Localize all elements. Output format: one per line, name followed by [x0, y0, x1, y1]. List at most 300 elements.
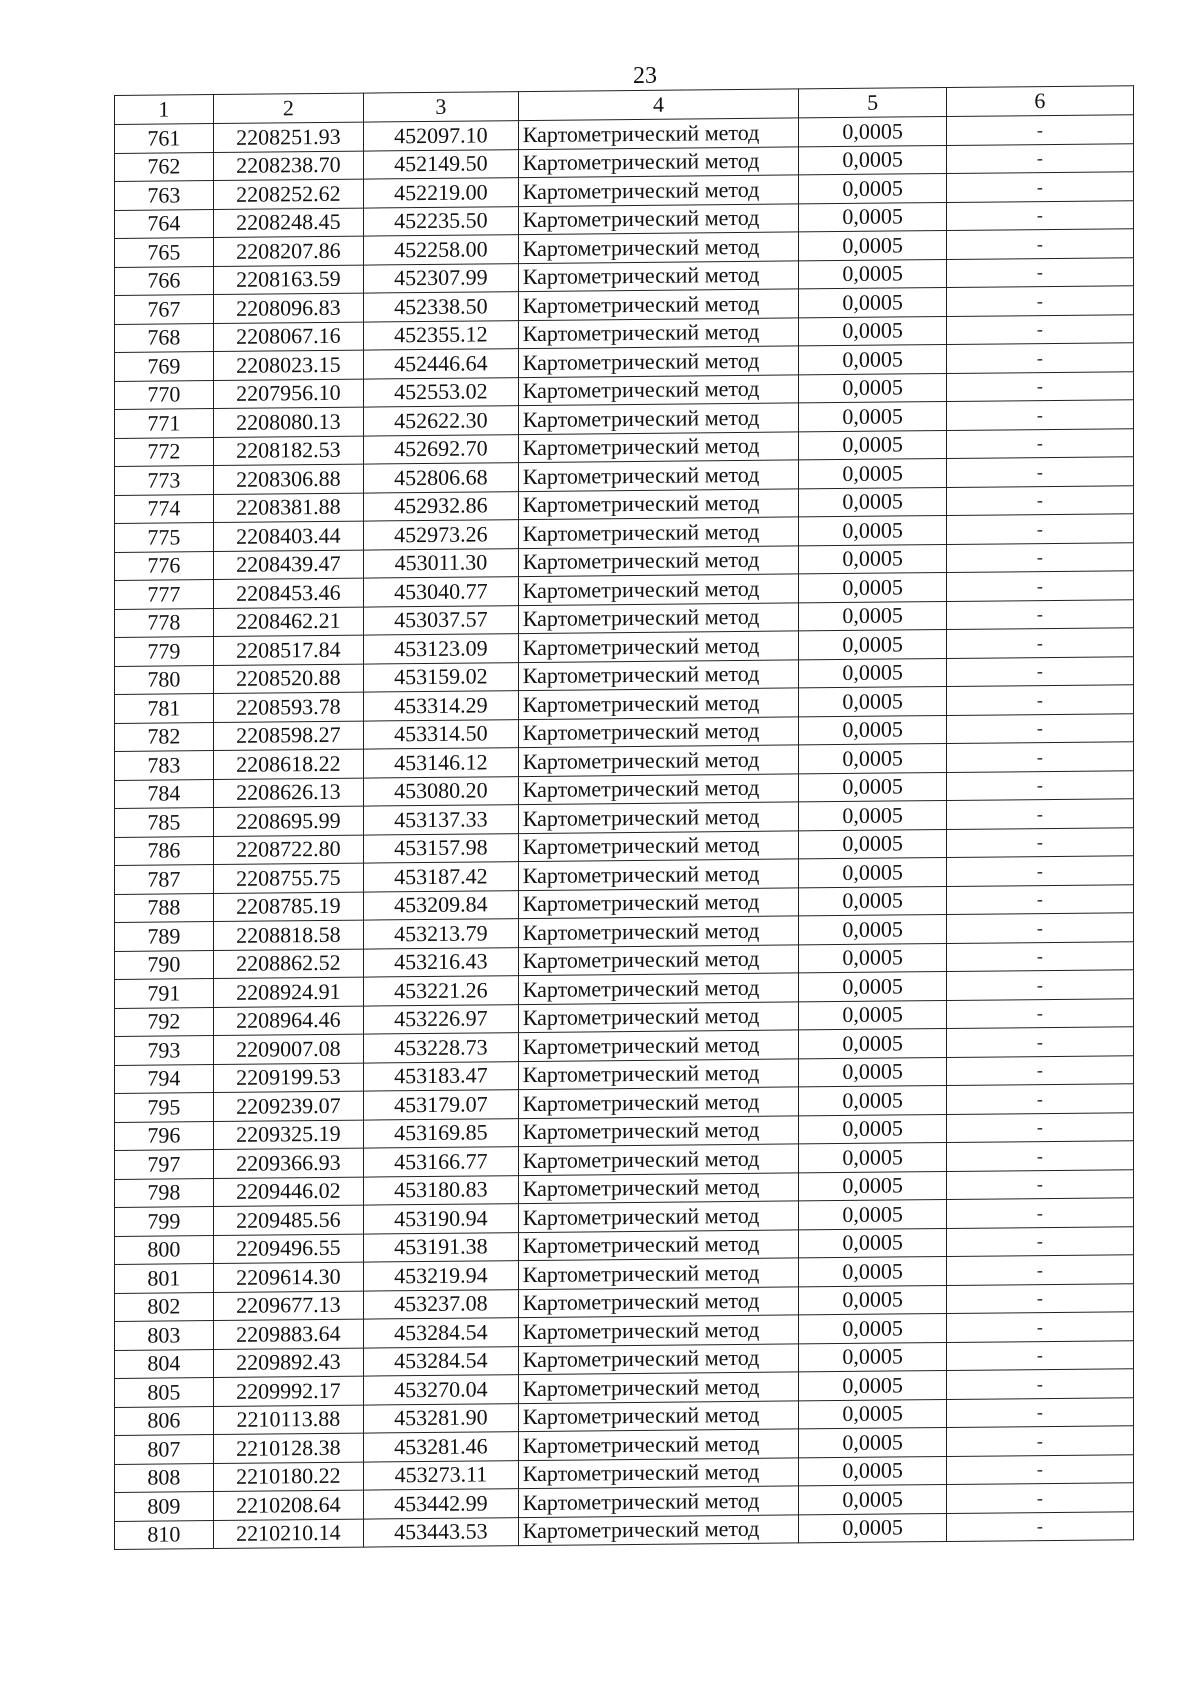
method-cell: Картометрический метод: [518, 1172, 799, 1203]
method-cell: Картометрический метод: [518, 716, 799, 747]
accuracy-cell: 0,0005: [799, 288, 946, 318]
y-coordinate-cell: 453443.53: [364, 1517, 519, 1547]
point-number-cell: 777: [115, 580, 214, 609]
method-cell: Картометрический метод: [518, 118, 799, 149]
method-cell: Картометрический метод: [518, 175, 799, 206]
method-cell: Картометрический метод: [518, 1058, 799, 1089]
note-cell: -: [946, 1084, 1133, 1114]
x-coordinate-cell: 2208517.84: [213, 635, 364, 665]
y-coordinate-cell: 453157.98: [364, 833, 519, 863]
x-coordinate-cell: 2210113.88: [213, 1405, 364, 1435]
point-number-cell: 782: [115, 722, 214, 751]
y-coordinate-cell: 452219.00: [364, 178, 519, 208]
note-cell: -: [946, 400, 1133, 430]
x-coordinate-cell: 2208163.59: [213, 265, 364, 295]
accuracy-cell: 0,0005: [799, 1257, 946, 1287]
method-cell: Картометрический метод: [518, 659, 799, 690]
method-cell: Картометрический метод: [518, 1315, 799, 1346]
note-cell: -: [946, 229, 1133, 259]
point-number-cell: 774: [115, 494, 214, 523]
note-cell: -: [946, 1369, 1133, 1399]
coordinates-table-wrapper: [114, 85, 1134, 1550]
x-coordinate-cell: 2209892.43: [213, 1348, 364, 1378]
point-number-cell: 769: [115, 352, 214, 381]
y-coordinate-cell: 453270.04: [364, 1375, 519, 1405]
point-number-cell: 784: [115, 779, 214, 808]
point-number-cell: 789: [115, 922, 214, 951]
method-cell: Картометрический метод: [518, 1457, 799, 1488]
method-cell: Картометрический метод: [518, 403, 799, 434]
x-coordinate-cell: 2209199.53: [213, 1063, 364, 1093]
note-cell: -: [946, 343, 1133, 373]
x-coordinate-cell: 2208080.13: [213, 407, 364, 437]
column-header-5: 5: [799, 88, 946, 118]
y-coordinate-cell: 453187.42: [364, 862, 519, 892]
y-coordinate-cell: 453191.38: [364, 1232, 519, 1262]
x-coordinate-cell: 2208722.80: [213, 835, 364, 865]
x-coordinate-cell: 2209239.07: [213, 1091, 364, 1121]
x-coordinate-cell: 2208618.22: [213, 749, 364, 779]
accuracy-cell: 0,0005: [799, 117, 946, 147]
method-cell: Картометрический метод: [518, 859, 799, 890]
point-number-cell: 802: [115, 1292, 214, 1321]
x-coordinate-cell: 2208182.53: [213, 436, 364, 466]
method-cell: Картометрический метод: [518, 1087, 799, 1118]
accuracy-cell: 0,0005: [799, 1485, 946, 1515]
note-cell: -: [946, 314, 1133, 344]
point-number-cell: 792: [115, 1007, 214, 1036]
point-number-cell: 810: [115, 1520, 214, 1549]
x-coordinate-cell: 2209366.93: [213, 1148, 364, 1178]
note-cell: -: [946, 1226, 1133, 1256]
y-coordinate-cell: 452932.86: [364, 491, 519, 521]
accuracy-cell: 0,0005: [799, 687, 946, 717]
method-cell: Картометрический метод: [518, 973, 799, 1004]
accuracy-cell: 0,0005: [799, 744, 946, 774]
x-coordinate-cell: 2208862.52: [213, 949, 364, 979]
accuracy-cell: 0,0005: [799, 915, 946, 945]
x-coordinate-cell: 2209325.19: [213, 1120, 364, 1150]
method-cell: Картометрический метод: [518, 260, 799, 291]
y-coordinate-cell: 453284.54: [364, 1318, 519, 1348]
y-coordinate-cell: 453237.08: [364, 1289, 519, 1319]
accuracy-cell: 0,0005: [799, 1456, 946, 1486]
note-cell: -: [946, 656, 1133, 686]
note-cell: -: [946, 371, 1133, 401]
method-cell: Картометрический метод: [518, 887, 799, 918]
accuracy-cell: 0,0005: [799, 630, 946, 660]
note-cell: -: [946, 1055, 1133, 1085]
method-cell: Картометрический метод: [518, 1286, 799, 1317]
y-coordinate-cell: 452553.02: [364, 377, 519, 407]
accuracy-cell: 0,0005: [799, 402, 946, 432]
accuracy-cell: 0,0005: [799, 487, 946, 517]
accuracy-cell: 0,0005: [799, 943, 946, 973]
accuracy-cell: 0,0005: [799, 772, 946, 802]
x-coordinate-cell: 2208520.88: [213, 664, 364, 694]
note-cell: -: [946, 1483, 1133, 1513]
x-coordinate-cell: 2208023.15: [213, 350, 364, 380]
accuracy-cell: 0,0005: [799, 1371, 946, 1401]
x-coordinate-cell: 2210208.64: [213, 1490, 364, 1520]
note-cell: -: [946, 1027, 1133, 1057]
y-coordinate-cell: 453159.02: [364, 662, 519, 692]
y-coordinate-cell: 452097.10: [364, 121, 519, 151]
y-coordinate-cell: 453281.90: [364, 1403, 519, 1433]
note-cell: -: [946, 913, 1133, 943]
point-number-cell: 794: [115, 1064, 214, 1093]
y-coordinate-cell: 453213.79: [364, 919, 519, 949]
note-cell: -: [946, 1255, 1133, 1285]
method-cell: Картометрический метод: [518, 203, 799, 234]
method-cell: Картометрический метод: [518, 574, 799, 605]
x-coordinate-cell: 2208818.58: [213, 920, 364, 950]
x-coordinate-cell: 2207956.10: [213, 379, 364, 409]
point-number-cell: 780: [115, 665, 214, 694]
note-cell: -: [946, 799, 1133, 829]
x-coordinate-cell: 2208238.70: [213, 151, 364, 181]
note-cell: -: [946, 286, 1133, 316]
y-coordinate-cell: 452622.30: [364, 406, 519, 436]
point-number-cell: 801: [115, 1264, 214, 1293]
point-number-cell: 775: [115, 523, 214, 552]
point-number-cell: 808: [115, 1463, 214, 1492]
note-cell: -: [946, 257, 1133, 287]
accuracy-cell: 0,0005: [799, 1314, 946, 1344]
y-coordinate-cell: 453216.43: [364, 947, 519, 977]
point-number-cell: 766: [115, 266, 214, 295]
accuracy-cell: 0,0005: [799, 202, 946, 232]
y-coordinate-cell: 453226.97: [364, 1004, 519, 1034]
x-coordinate-cell: 2208248.45: [213, 208, 364, 238]
point-number-cell: 790: [115, 950, 214, 979]
y-coordinate-cell: 452338.50: [364, 292, 519, 322]
note-cell: -: [946, 1312, 1133, 1342]
x-coordinate-cell: 2208207.86: [213, 236, 364, 266]
point-number-cell: 799: [115, 1207, 214, 1236]
y-coordinate-cell: 452258.00: [364, 235, 519, 265]
method-cell: Картометрический метод: [518, 517, 799, 548]
point-number-cell: 778: [115, 608, 214, 637]
point-number-cell: 805: [115, 1378, 214, 1407]
x-coordinate-cell: 2208462.21: [213, 607, 364, 637]
x-coordinate-cell: 2209677.13: [213, 1291, 364, 1321]
note-cell: -: [946, 628, 1133, 658]
method-cell: Картометрический метод: [518, 346, 799, 377]
method-cell: Картометрический метод: [518, 1343, 799, 1374]
y-coordinate-cell: 453169.85: [364, 1118, 519, 1148]
y-coordinate-cell: 453190.94: [364, 1204, 519, 1234]
accuracy-cell: 0,0005: [799, 544, 946, 574]
point-number-cell: 793: [115, 1036, 214, 1065]
accuracy-cell: 0,0005: [799, 858, 946, 888]
x-coordinate-cell: 2208626.13: [213, 778, 364, 808]
point-number-cell: 768: [115, 323, 214, 352]
accuracy-cell: 0,0005: [799, 145, 946, 175]
y-coordinate-cell: 452973.26: [364, 520, 519, 550]
page-number: 23: [633, 63, 657, 89]
column-header-6: 6: [946, 86, 1133, 117]
note-cell: -: [946, 1340, 1133, 1370]
method-cell: Картометрический метод: [518, 688, 799, 719]
accuracy-cell: 0,0005: [799, 1513, 946, 1543]
point-number-cell: 795: [115, 1093, 214, 1122]
point-number-cell: 798: [115, 1178, 214, 1207]
x-coordinate-cell: 2209992.17: [213, 1376, 364, 1406]
method-cell: Картометрический метод: [518, 1258, 799, 1289]
point-number-cell: 807: [115, 1435, 214, 1464]
x-coordinate-cell: 2209446.02: [213, 1177, 364, 1207]
point-number-cell: 779: [115, 637, 214, 666]
note-cell: -: [946, 770, 1133, 800]
note-cell: -: [946, 1198, 1133, 1228]
x-coordinate-cell: 2210128.38: [213, 1433, 364, 1463]
note-cell: -: [946, 998, 1133, 1028]
point-number-cell: 787: [115, 865, 214, 894]
method-cell: Картометрический метод: [518, 1372, 799, 1403]
note-cell: -: [946, 713, 1133, 743]
accuracy-cell: 0,0005: [799, 1057, 946, 1087]
method-cell: Картометрический метод: [518, 745, 799, 776]
accuracy-cell: 0,0005: [799, 715, 946, 745]
note-cell: -: [946, 428, 1133, 458]
method-cell: Картометрический метод: [518, 232, 799, 263]
note-cell: -: [946, 1454, 1133, 1484]
y-coordinate-cell: 452806.68: [364, 463, 519, 493]
method-cell: Картометрический метод: [518, 1201, 799, 1232]
point-number-cell: 781: [115, 694, 214, 723]
accuracy-cell: 0,0005: [799, 1029, 946, 1059]
y-coordinate-cell: 453314.50: [364, 719, 519, 749]
note-cell: -: [946, 685, 1133, 715]
point-number-cell: 761: [115, 124, 214, 153]
method-cell: Картометрический метод: [518, 830, 799, 861]
point-number-cell: 764: [115, 209, 214, 238]
accuracy-cell: 0,0005: [799, 972, 946, 1002]
method-cell: Картометрический метод: [518, 1400, 799, 1431]
accuracy-cell: 0,0005: [799, 1342, 946, 1372]
method-cell: Картометрический метод: [518, 773, 799, 804]
point-number-cell: 786: [115, 836, 214, 865]
note-cell: -: [946, 542, 1133, 572]
x-coordinate-cell: 2208695.99: [213, 806, 364, 836]
accuracy-cell: 0,0005: [799, 1143, 946, 1173]
accuracy-cell: 0,0005: [799, 1200, 946, 1230]
y-coordinate-cell: 453180.83: [364, 1175, 519, 1205]
accuracy-cell: 0,0005: [799, 1171, 946, 1201]
y-coordinate-cell: 452446.64: [364, 349, 519, 379]
note-cell: -: [946, 970, 1133, 1000]
y-coordinate-cell: 453166.77: [364, 1147, 519, 1177]
accuracy-cell: 0,0005: [799, 601, 946, 631]
x-coordinate-cell: 2208251.93: [213, 122, 364, 152]
point-number-cell: 806: [115, 1406, 214, 1435]
x-coordinate-cell: 2208593.78: [213, 692, 364, 722]
x-coordinate-cell: 2208924.91: [213, 977, 364, 1007]
point-number-cell: 796: [115, 1121, 214, 1150]
method-cell: Картометрический метод: [518, 802, 799, 833]
note-cell: -: [946, 827, 1133, 857]
x-coordinate-cell: 2208439.47: [213, 550, 364, 580]
method-cell: Картометрический метод: [518, 545, 799, 576]
accuracy-cell: 0,0005: [799, 1114, 946, 1144]
method-cell: Картометрический метод: [518, 374, 799, 405]
note-cell: -: [946, 1141, 1133, 1171]
point-number-cell: 800: [115, 1235, 214, 1264]
note-cell: -: [946, 143, 1133, 173]
accuracy-cell: 0,0005: [799, 801, 946, 831]
point-number-cell: 809: [115, 1492, 214, 1521]
note-cell: -: [946, 742, 1133, 772]
note-cell: -: [946, 514, 1133, 544]
method-cell: Картометрический метод: [518, 1030, 799, 1061]
note-cell: -: [946, 1511, 1133, 1541]
y-coordinate-cell: 453442.99: [364, 1489, 519, 1519]
x-coordinate-cell: 2208096.83: [213, 293, 364, 323]
y-coordinate-cell: 452692.70: [364, 434, 519, 464]
point-number-cell: 763: [115, 181, 214, 210]
x-coordinate-cell: 2208252.62: [213, 179, 364, 209]
point-number-cell: 767: [115, 295, 214, 324]
y-coordinate-cell: 453080.20: [364, 776, 519, 806]
x-coordinate-cell: 2208067.16: [213, 322, 364, 352]
accuracy-cell: 0,0005: [799, 1428, 946, 1458]
method-cell: Картометрический метод: [518, 1429, 799, 1460]
accuracy-cell: 0,0005: [799, 1399, 946, 1429]
y-coordinate-cell: 453273.11: [364, 1460, 519, 1490]
accuracy-cell: 0,0005: [799, 658, 946, 688]
method-cell: Картометрический метод: [518, 916, 799, 947]
note-cell: -: [946, 115, 1133, 145]
note-cell: -: [946, 200, 1133, 230]
method-cell: Картометрический метод: [518, 460, 799, 491]
accuracy-cell: 0,0005: [799, 886, 946, 916]
note-cell: -: [946, 172, 1133, 202]
method-cell: Картометрический метод: [518, 289, 799, 320]
point-number-cell: 783: [115, 751, 214, 780]
note-cell: -: [946, 941, 1133, 971]
note-cell: -: [946, 1397, 1133, 1427]
method-cell: Картометрический метод: [518, 1115, 799, 1146]
y-coordinate-cell: 453281.46: [364, 1432, 519, 1462]
note-cell: -: [946, 457, 1133, 487]
method-cell: Картометрический метод: [518, 1001, 799, 1032]
point-number-cell: 771: [115, 409, 214, 438]
y-coordinate-cell: 453284.54: [364, 1346, 519, 1376]
accuracy-cell: 0,0005: [799, 1000, 946, 1030]
note-cell: -: [946, 884, 1133, 914]
y-coordinate-cell: 453209.84: [364, 890, 519, 920]
note-cell: -: [946, 599, 1133, 629]
y-coordinate-cell: 452355.12: [364, 320, 519, 350]
accuracy-cell: 0,0005: [799, 1086, 946, 1116]
x-coordinate-cell: 2208785.19: [213, 892, 364, 922]
method-cell: Картометрический метод: [518, 1144, 799, 1175]
method-cell: Картометрический метод: [518, 317, 799, 348]
method-cell: Картометрический метод: [518, 1229, 799, 1260]
column-header-2: 2: [213, 93, 364, 123]
accuracy-cell: 0,0005: [799, 1285, 946, 1315]
point-number-cell: 776: [115, 551, 214, 580]
accuracy-cell: 0,0005: [799, 829, 946, 859]
y-coordinate-cell: 453179.07: [364, 1090, 519, 1120]
note-cell: -: [946, 1112, 1133, 1142]
accuracy-cell: 0,0005: [799, 345, 946, 375]
note-cell: -: [946, 1169, 1133, 1199]
point-number-cell: 804: [115, 1349, 214, 1378]
method-cell: Картометрический метод: [518, 1486, 799, 1517]
y-coordinate-cell: 453146.12: [364, 748, 519, 778]
x-coordinate-cell: 2210210.14: [213, 1519, 364, 1549]
point-number-cell: 765: [115, 238, 214, 267]
coordinates-table: [114, 85, 1134, 1550]
point-number-cell: 762: [115, 152, 214, 181]
accuracy-cell: 0,0005: [799, 516, 946, 546]
y-coordinate-cell: 453011.30: [364, 548, 519, 578]
x-coordinate-cell: 2209614.30: [213, 1262, 364, 1292]
point-number-cell: 788: [115, 893, 214, 922]
method-cell: Картометрический метод: [518, 944, 799, 975]
x-coordinate-cell: 2208453.46: [213, 578, 364, 608]
x-coordinate-cell: 2209007.08: [213, 1034, 364, 1064]
point-number-cell: 791: [115, 979, 214, 1008]
y-coordinate-cell: 453219.94: [364, 1261, 519, 1291]
note-cell: -: [946, 571, 1133, 601]
accuracy-cell: 0,0005: [799, 430, 946, 460]
x-coordinate-cell: 2209485.56: [213, 1205, 364, 1235]
column-header-1: 1: [115, 95, 214, 125]
point-number-cell: 803: [115, 1321, 214, 1350]
y-coordinate-cell: 452149.50: [364, 149, 519, 179]
accuracy-cell: 0,0005: [799, 1228, 946, 1258]
accuracy-cell: 0,0005: [799, 373, 946, 403]
y-coordinate-cell: 452235.50: [364, 206, 519, 236]
x-coordinate-cell: 2208306.88: [213, 464, 364, 494]
y-coordinate-cell: 453040.77: [364, 577, 519, 607]
accuracy-cell: 0,0005: [799, 231, 946, 261]
y-coordinate-cell: 453183.47: [364, 1061, 519, 1091]
method-cell: Картометрический метод: [518, 602, 799, 633]
accuracy-cell: 0,0005: [799, 259, 946, 289]
accuracy-cell: 0,0005: [799, 573, 946, 603]
method-cell: Картометрический метод: [518, 1514, 799, 1545]
y-coordinate-cell: 453228.73: [364, 1033, 519, 1063]
accuracy-cell: 0,0005: [799, 459, 946, 489]
x-coordinate-cell: 2208964.46: [213, 1006, 364, 1036]
y-coordinate-cell: 453123.09: [364, 634, 519, 664]
column-header-4: 4: [518, 89, 799, 121]
column-header-3: 3: [364, 92, 519, 122]
y-coordinate-cell: 453314.29: [364, 691, 519, 721]
x-coordinate-cell: 2209883.64: [213, 1319, 364, 1349]
y-coordinate-cell: 452307.99: [364, 263, 519, 293]
method-cell: Картометрический метод: [518, 631, 799, 662]
table-body: [115, 115, 1134, 1550]
note-cell: -: [946, 1426, 1133, 1456]
y-coordinate-cell: 453221.26: [364, 976, 519, 1006]
method-cell: Картометрический метод: [518, 146, 799, 177]
x-coordinate-cell: 2209496.55: [213, 1234, 364, 1264]
point-number-cell: 785: [115, 808, 214, 837]
note-cell: -: [946, 1283, 1133, 1313]
method-cell: Картометрический метод: [518, 431, 799, 462]
point-number-cell: 772: [115, 437, 214, 466]
method-cell: Картометрический метод: [518, 488, 799, 519]
y-coordinate-cell: 453137.33: [364, 805, 519, 835]
x-coordinate-cell: 2208755.75: [213, 863, 364, 893]
x-coordinate-cell: 2208403.44: [213, 521, 364, 551]
point-number-cell: 773: [115, 466, 214, 495]
